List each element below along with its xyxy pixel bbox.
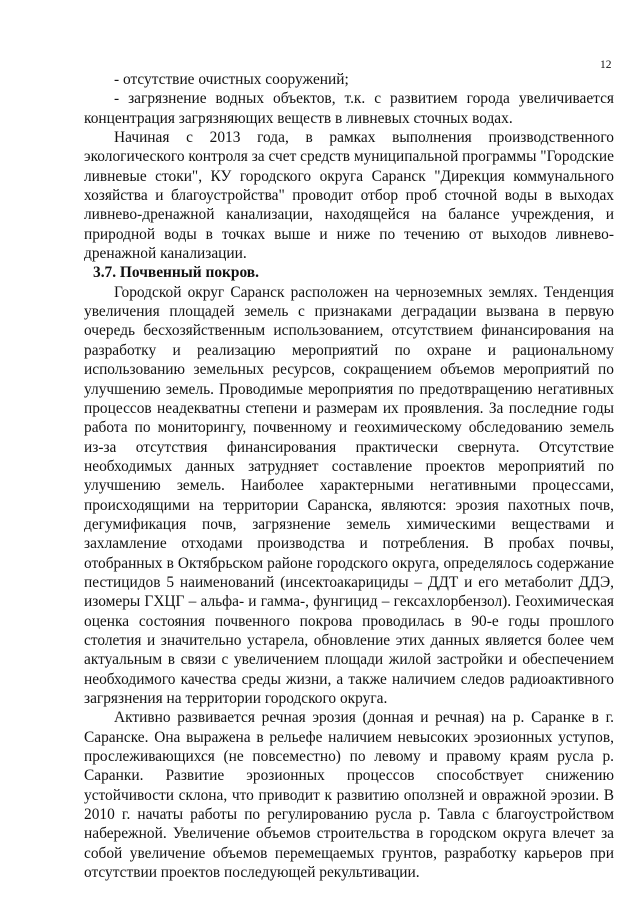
paragraph: Начиная с 2013 года, в рамках выполнения производственного экологического контроля за счет средств муниципальной программы "Городские ливневые стоки", КУ городского округа Саранск "Дирекция коммунального хозяйства и благоустройства" проводит отбор проб сточной воды в выходах ливнево-дренажной канализации, находящейся на балансе учреждения, и природной воды в точках выше и ниже по течению от выходов ливнево-дренажной канализации. [84,129,614,263]
list-item: - отсутствие очистных сооружений; [114,71,349,88]
paragraph: Городской округ Саранск расположен на черноземных землях. Тенденция увеличения площадей земель с признаками деградации вызвана в первую очередь бесхозяйственным использованием, отсутствием финансирования на разработку и реализацию мероприятий по охране и рациональному использованию земельных ресурсов, сокращением объемов мероприятий по улучшению земель. Проводимые мероприятия по предотвращению негативных процессов неадекватны степени и размерам их проявления. За последние годы работа по мониторингу, почвенному и геохимическому обследованию земель из-за отсутствия финансирования практически свернута. Отсутствие необходимых данных затрудняет составление проектов мероприятий по улучшению земель. Наиболее характерными негативными процессами, происходящими на территории Саранска, являются: эрозия пахотных почв, дегумификация почв, загрязнение земель химическими веществами и захламление отходами производства и потребления. В пробах почвы, отобранных в Октябрьском районе городского округа, определялось содержание пестицидов 5 наименований (инсектоакарициды – ДДТ и его метаболит ДДЭ, изомеры ГХЦГ – альфа- и гамма-, фунгицид – гексахлорбензол). Геохимическая оценка состояния почвенного покрова проводилась в 90-е годы прошлого столетия и значительно устарела, обновление этих данных является более чем актуальным в связи с увеличением площади жилой застройки и обеспечением необходимого качества среды жизни, а также наличием следов радиоактивного загрязнения на территории городского округа. [84,283,614,707]
section-heading: 3.7. Почвенный покров. [93,264,259,282]
paragraph: Активно развивается речная эрозия (донная и речная) на р. Саранке в г. Саранске. Она выражена в рельефе наличием невысоких эрозионных уступов, прослеживающихся (не повсеместно) по левому и правому краям русла р. Саранки. Развитие эрозионных процессов способствует снижению устойчивости склона, что приводит к развитию оползней и овражной эрозии. В 2010 г. начаты работы по регулированию русла р. Тавла с благоустройством набережной. Увеличение объемов строительства в городском округа влечет за собой увеличение объемов перемещаемых грунтов, разработку карьеров при отсутствии проектов последующей рекультивации. [84,709,614,882]
document-body [84,70,614,882]
page-number: 12 [600,59,612,71]
list-item: - загрязнение водных объектов, т.к. с развитием города увеличивается концентрация загрязняющих веществ в ливневых сточных водах. [84,90,614,127]
